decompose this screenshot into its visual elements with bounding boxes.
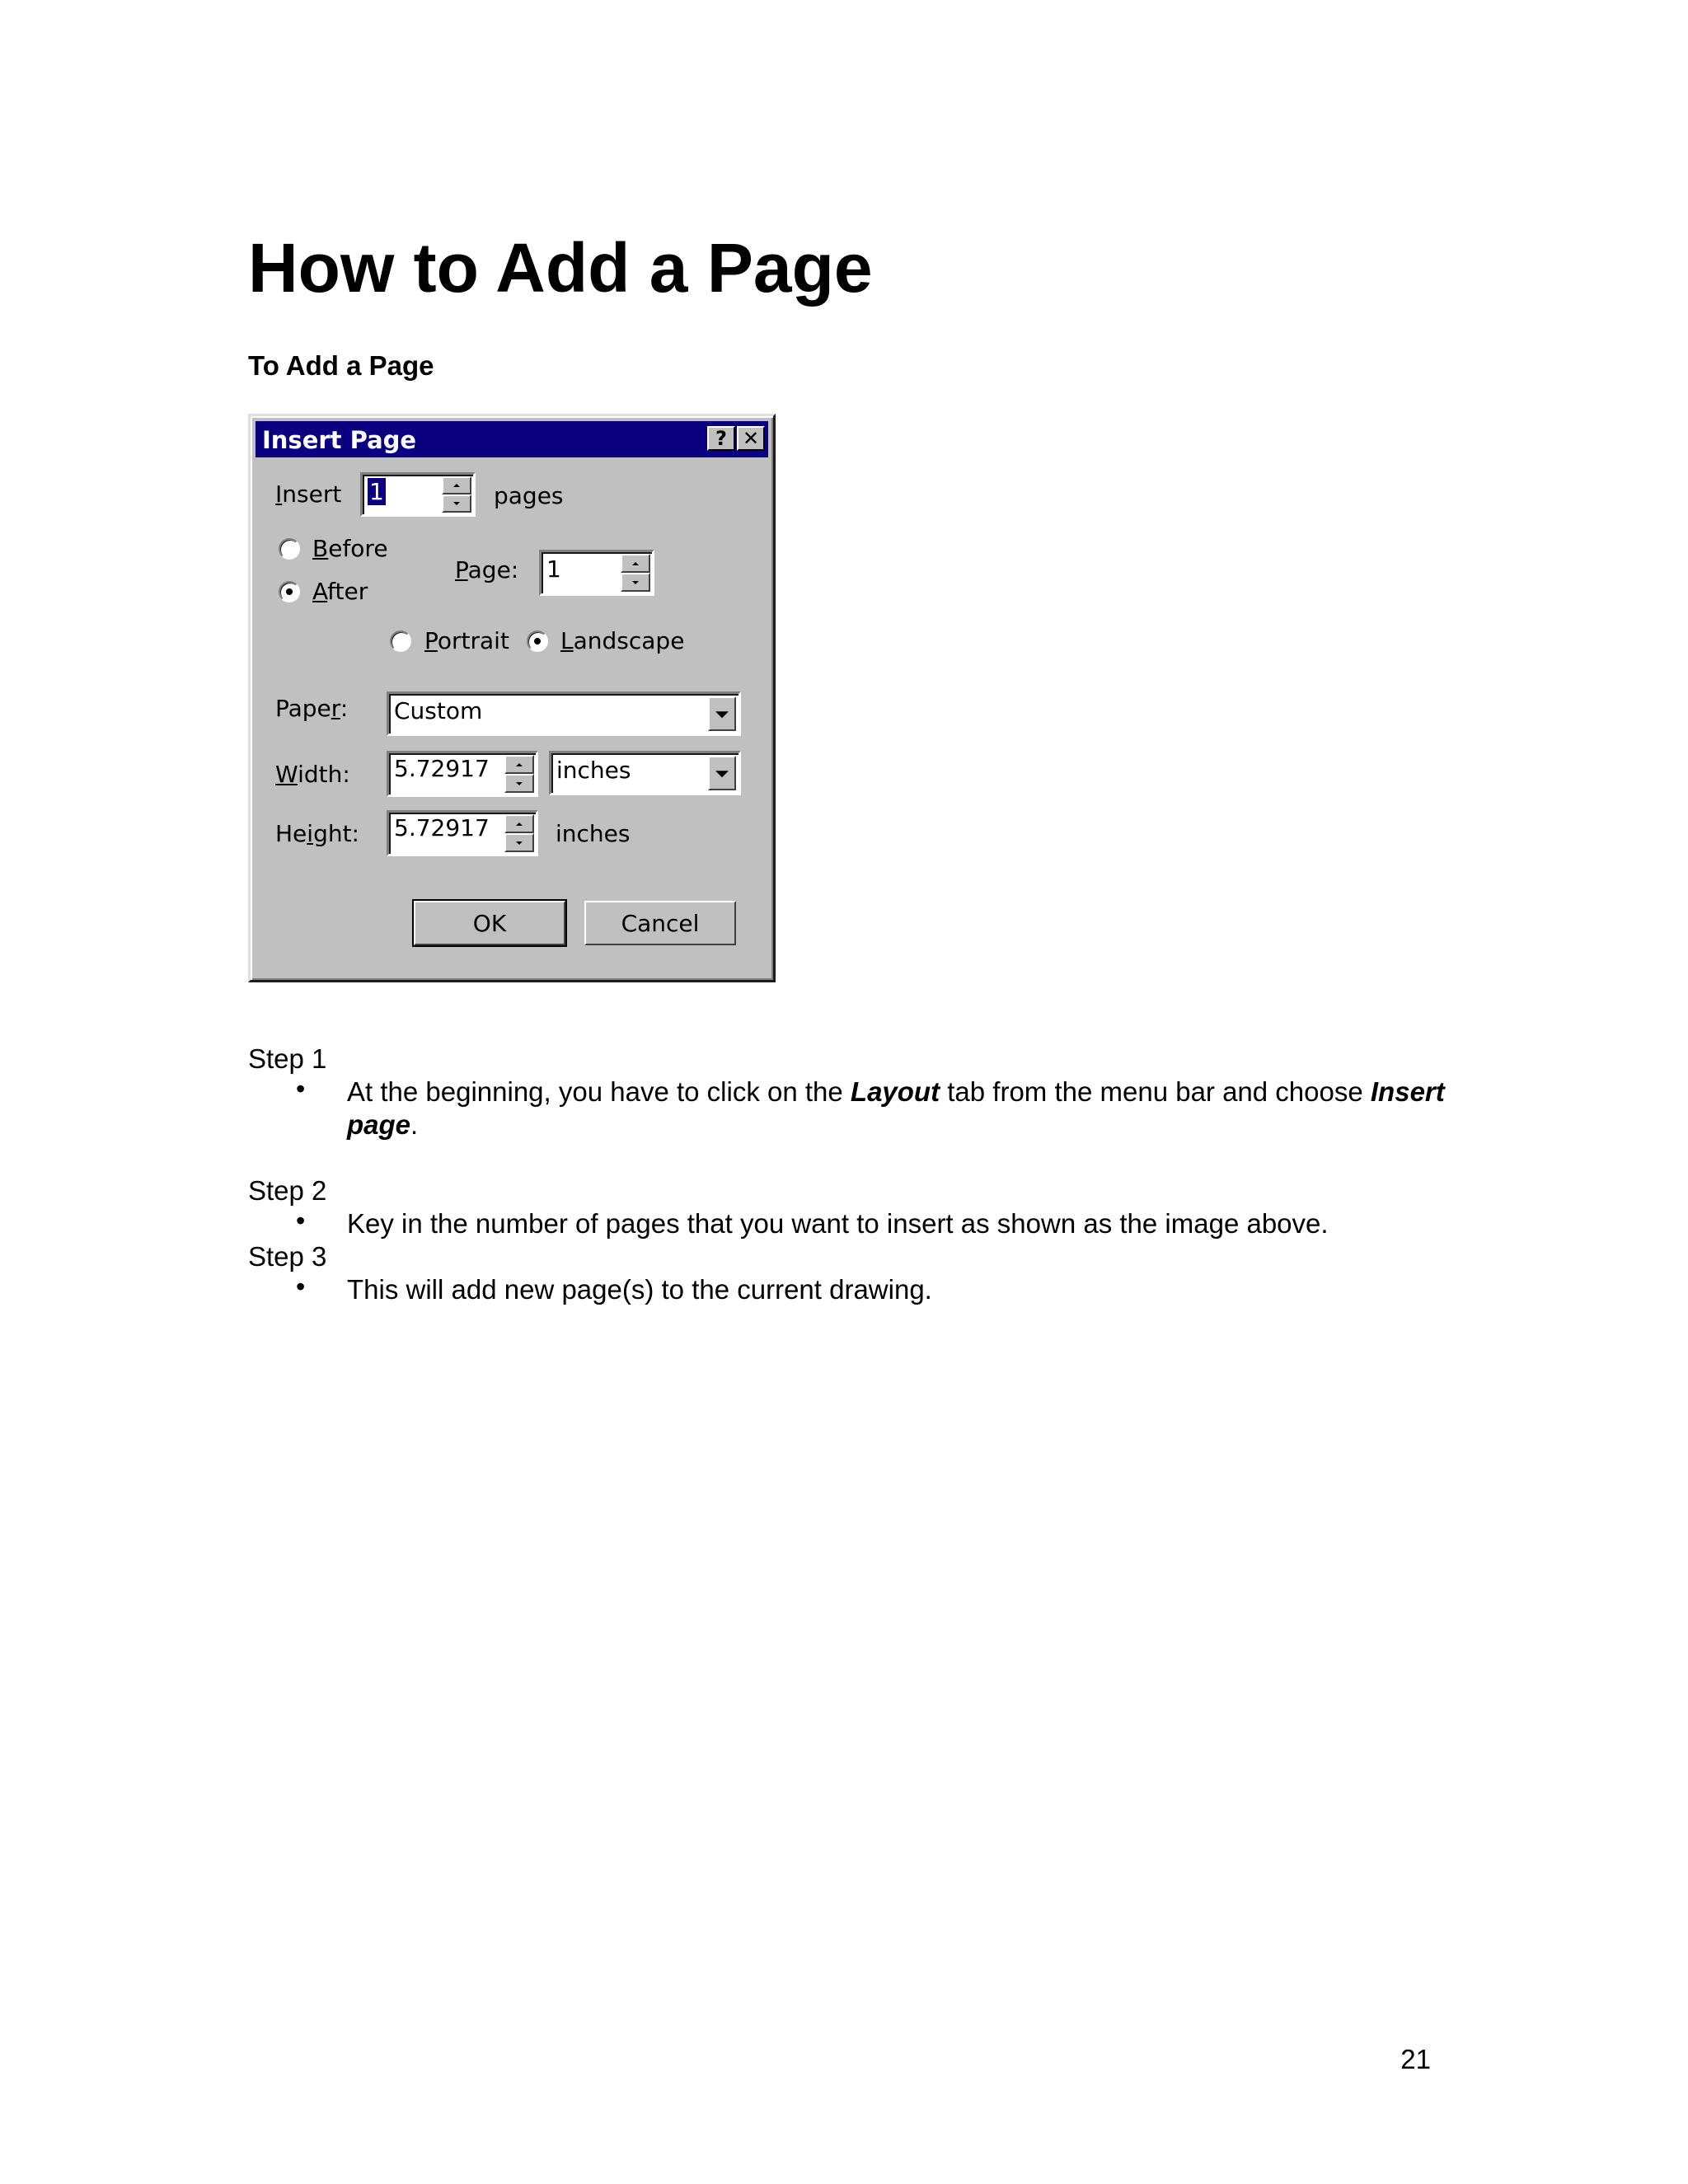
steps-section [248, 1043, 1451, 1306]
before-radio[interactable] [279, 538, 300, 560]
paper-select[interactable] [387, 691, 741, 736]
portrait-radio[interactable] [390, 630, 411, 652]
step-3-text: This will add new page(s) to the current drawing. [347, 1274, 932, 1305]
step-3-list [248, 1273, 1451, 1306]
page-title: How to Add a Page [248, 229, 873, 307]
dialog-title: Insert Page [262, 426, 417, 454]
step-2-label: Step 2 [248, 1175, 327, 1206]
step-1-text-pre: At the beginning, you have to click on the [347, 1076, 851, 1107]
section-subtitle: To Add a Page [248, 350, 434, 381]
width-unit-select[interactable] [549, 751, 741, 795]
bullet-icon: • [296, 1206, 306, 1235]
width-stepper[interactable] [387, 751, 538, 797]
page-number-stepper[interactable] [539, 550, 654, 596]
step-3-item [248, 1273, 1451, 1306]
before-label: Before [312, 535, 388, 562]
page-number: 21 [1400, 2044, 1431, 2074]
width-value[interactable]: 5.72917 [394, 755, 490, 782]
paper-dropdown-arrow-icon[interactable] [708, 696, 736, 731]
insert-count-spinner [442, 476, 471, 513]
step-1-item [248, 1076, 1451, 1141]
insert-label: Insert [275, 480, 342, 508]
width-label: Width: [275, 761, 350, 788]
paper-label: Paper: [275, 695, 349, 722]
close-icon: ✕ [742, 427, 760, 450]
width-spinner [504, 755, 534, 793]
insert-count-down-button[interactable] [442, 494, 471, 513]
insert-count-input[interactable] [368, 478, 386, 505]
height-down-button[interactable] [504, 833, 534, 852]
landscape-radio[interactable] [527, 630, 548, 652]
help-button[interactable] [707, 426, 735, 451]
height-up-button[interactable] [504, 814, 534, 833]
ok-button[interactable]: OK [414, 901, 565, 945]
dialog-titlebar[interactable] [256, 421, 768, 457]
height-stepper[interactable] [387, 810, 538, 856]
step-2-item [248, 1207, 1451, 1240]
step-3-label: Step 3 [248, 1241, 327, 1272]
step-1-text-post: . [410, 1109, 419, 1140]
step-1-list [248, 1076, 1451, 1141]
after-radio[interactable] [279, 581, 300, 602]
bullet-icon: • [296, 1272, 306, 1301]
step-1-emphasis-insert-page: Insert page [347, 1076, 1445, 1140]
page-label: Page: [455, 556, 519, 583]
width-unit-value: inches [556, 757, 631, 784]
height-unit-label: inches [556, 820, 631, 847]
paper-select-value: Custom [394, 697, 483, 724]
insert-count-value: 1 [369, 478, 384, 505]
step-2-list [248, 1207, 1451, 1240]
width-down-button[interactable] [504, 774, 534, 793]
page-number-spinner [621, 554, 650, 592]
close-button[interactable] [737, 426, 765, 451]
unit-dropdown-arrow-icon[interactable] [708, 756, 736, 790]
after-label: After [312, 578, 368, 605]
insert-page-dialog [248, 414, 776, 982]
page-number-up-button[interactable] [621, 554, 650, 573]
pages-label: pages [494, 482, 564, 509]
bullet-icon: • [296, 1074, 306, 1104]
help-icon: ? [715, 427, 727, 450]
height-spinner [504, 814, 534, 852]
cancel-button[interactable]: Cancel [584, 901, 736, 945]
insert-count-stepper[interactable] [360, 472, 476, 517]
insert-label-rest: nsert [282, 480, 342, 508]
step-2-text: Key in the number of pages that you want to insert as shown as the image above. [347, 1208, 1329, 1239]
portrait-label: Portrait [424, 627, 509, 654]
step-1-text-mid: tab from the menu bar and choose [940, 1076, 1371, 1107]
width-up-button[interactable] [504, 755, 534, 774]
landscape-label: Landscape [560, 627, 685, 654]
step-1-label: Step 1 [248, 1043, 327, 1074]
step-1-emphasis-layout: Layout [850, 1076, 940, 1107]
page-number-down-button[interactable] [621, 573, 650, 592]
height-label: Height: [275, 820, 359, 847]
height-value[interactable]: 5.72917 [394, 814, 490, 841]
insert-count-up-button[interactable] [442, 476, 471, 494]
page-number-value[interactable]: 1 [546, 555, 561, 583]
